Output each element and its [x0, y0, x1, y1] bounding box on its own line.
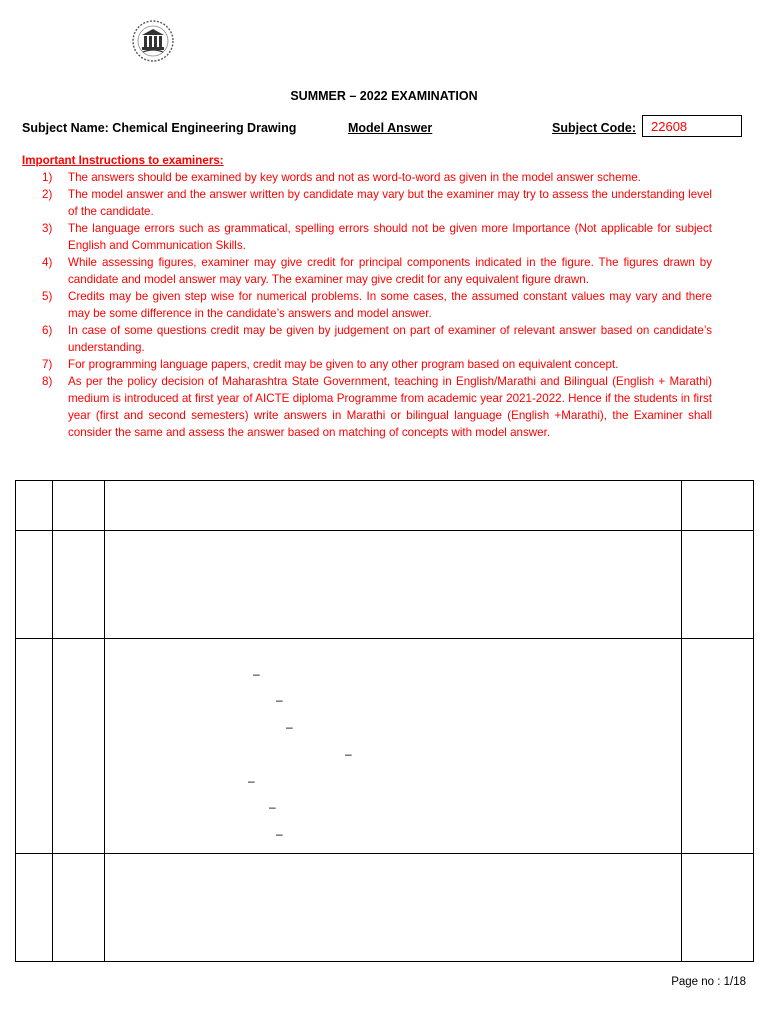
instruction-item — [22, 220, 712, 254]
table-cell — [105, 531, 682, 639]
instruction-number: 6) — [42, 324, 53, 337]
dash-mark: – — [276, 827, 283, 841]
page-number: Page no : 1/18 — [671, 976, 746, 988]
model-answer-label: Model Answer — [348, 121, 433, 135]
instructions-heading: Important Instructions to examiners: — [22, 154, 224, 167]
instruction-text: As per the policy decision of Maharashtra State Government, teaching in English/Marathi and Bilingual (English + Marathi) medium is introduced at first year of AICTE diploma Programme from academic year 2021-2022. Hence if the students in first year (first and second semesters) write answers in Marathi or bilingual language (English +Marathi), the Examiner shall consider the same and assess the answer based on matching of concepts with model answer. — [68, 375, 712, 439]
table-cell — [16, 854, 53, 962]
table-cell — [682, 854, 754, 962]
dash-mark: – — [253, 667, 260, 681]
table-cell — [53, 481, 105, 531]
instruction-text: For programming language papers, credit may be given to any other program based on equivalent concept. — [68, 358, 619, 371]
instruction-number: 8) — [42, 375, 53, 388]
subject-code-label: Subject Code: — [552, 121, 637, 135]
dash-mark: – — [269, 800, 276, 814]
subject-name: Subject Name: Chemical Engineering Drawing — [22, 121, 297, 135]
instruction-item — [22, 322, 712, 356]
instruction-item — [22, 356, 712, 373]
instruction-text: While assessing figures, examiner may give credit for principal components indicated in the figure. The figures drawn by candidate and model answer may vary. The examiner may give credit for any equivalent figure drawn. — [68, 256, 712, 286]
instruction-text: In case of some questions credit may be given by judgement on part of examiner of relevant answer based on candidate’s understanding. — [68, 324, 712, 354]
instruction-text: The answers should be examined by key words and not as word-to-word as given in the model answer scheme. — [68, 171, 641, 184]
table-cell — [53, 531, 105, 639]
dash-mark: – — [276, 693, 283, 707]
table-cell — [105, 639, 682, 854]
instruction-item — [22, 186, 712, 220]
dash-mark: – — [345, 747, 352, 761]
instruction-number: 2) — [42, 188, 53, 201]
instruction-item — [22, 288, 712, 322]
table-row — [16, 854, 754, 962]
instruction-text: Credits may be given step wise for numerical problems. In some cases, the assumed constant values may vary and there may be some difference in the candidate’s answers and model answer. — [68, 290, 712, 320]
instruction-item — [22, 169, 712, 186]
instruction-item — [22, 254, 712, 288]
instruction-text: The model answer and the answer written by candidate may vary but the examiner may try to assess the understanding level of the candidate. — [68, 188, 712, 218]
table-row — [16, 531, 754, 639]
table-cell — [53, 639, 105, 854]
msbte-emblem-icon — [128, 18, 178, 64]
instructions-list — [22, 169, 712, 441]
table-cell — [682, 481, 754, 531]
instruction-item — [22, 373, 712, 441]
instruction-number: 4) — [42, 256, 53, 269]
instruction-text: The language errors such as grammatical, spelling errors should not be given more Importance (Not applicable for subject English and Communication Skills. — [68, 222, 712, 252]
table-cell — [105, 481, 682, 531]
instruction-number: 5) — [42, 290, 53, 303]
table-row — [16, 481, 754, 531]
subject-row — [22, 121, 746, 141]
dash-mark: – — [286, 720, 293, 734]
subject-code-value: 22608 — [642, 115, 742, 137]
table-cell — [16, 531, 53, 639]
table-cell — [105, 854, 682, 962]
exam-title: SUMMER – 2022 EXAMINATION — [290, 89, 478, 103]
table-cell — [682, 639, 754, 854]
dash-mark: – — [248, 774, 255, 788]
table-row — [16, 639, 754, 854]
instruction-number: 7) — [42, 358, 53, 371]
table-cell — [16, 481, 53, 531]
instructions-section — [22, 152, 712, 441]
instruction-number: 1) — [42, 171, 53, 184]
answer-table — [15, 480, 754, 962]
table-cell — [16, 639, 53, 854]
table-cell — [682, 531, 754, 639]
table-cell — [53, 854, 105, 962]
instruction-number: 3) — [42, 222, 53, 235]
